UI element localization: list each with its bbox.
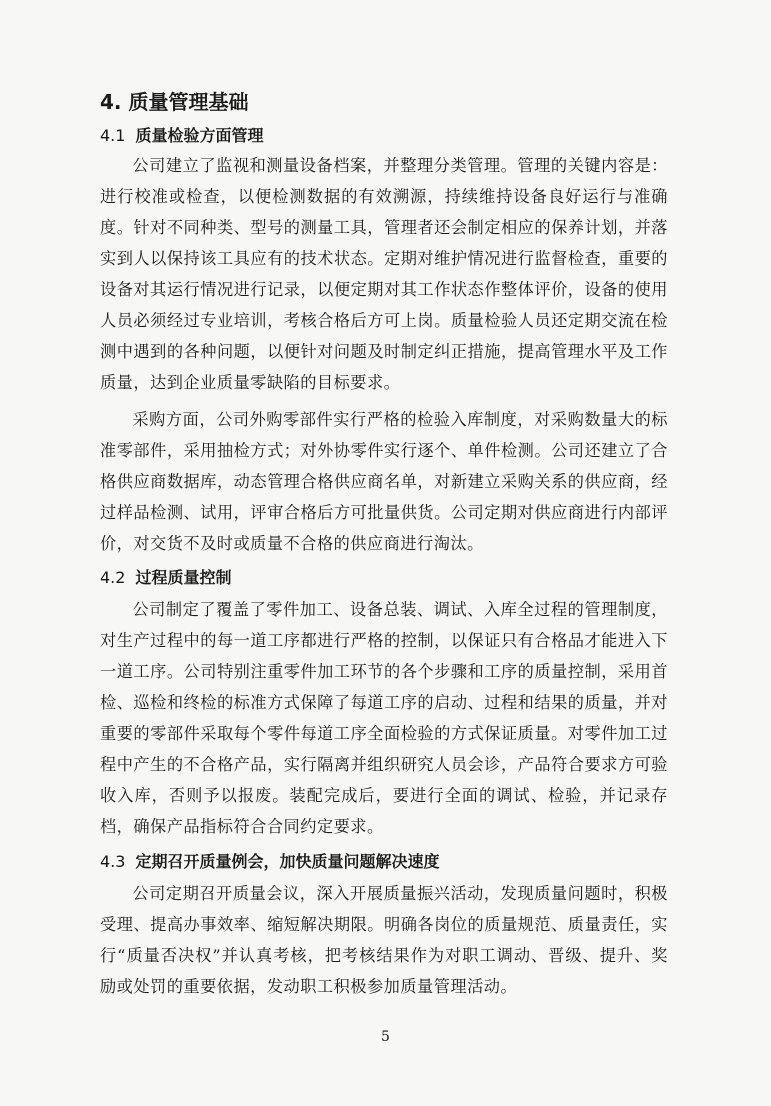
paragraph: 公司建立了监视和测量设备档案，并整理分类管理。管理的关键内容是：进行校准或检查，以便检测数据的有效溯源，持续维持设备良好运行与准确度。针对不同种类、型号的测量工具，管理者还会制定相应的保养计划，并落实到人以保持该工具应有的技术状态。定期对维护情况进行监督检查，重要的设备对其运行情况进行记录，以便定期对其工作状态作整体评价，设备的使用人员必须经过专业培训，考核合格后方可上岗。质量检验人员还定期交流在检测中遇到的各种问题，以便针对问题及时制定纠正措施，提高管理水平及工作质量，达到企业质量零缺陷的目标要求。 [100,156,668,392]
section-number: 4.2 [100,568,126,587]
section-number: 4.1 [100,126,126,145]
paragraph: 公司定期召开质量会议，深入开展质量振兴活动，发现质量问题时，积极受理、提高办事效率、缩短解决期限。明确各岗位的质量规范、质量责任，实行“质量否决权”并认真考核，把考核结果作为对职工调动、晋级、提升、奖励或处罚的重要依据，发动职工积极参加质量管理活动。 [100,884,668,996]
section-title: 过程质量控制 [135,568,232,587]
chapter-heading: 4. 质量管理基础 [100,90,249,114]
section-title: 质量检验方面管理 [135,126,264,145]
page-number: 5 [381,1029,390,1045]
section-heading-4-2 [100,566,231,590]
section-title: 定期召开质量例会，加快质量问题解决速度 [135,852,440,871]
section-heading-4-1 [100,124,263,148]
section-heading-4-3 [100,850,439,874]
paragraph: 公司制定了覆盖了零件加工、设备总装、调试、入库全过程的管理制度，对生产过程中的每一道工序都进行严格的控制，以保证只有合格品才能进入下一道工序。公司特别注重零件加工环节的各个步骤和工序的质量控制，采用首检、巡检和终检的标准方式保障了每道工序的启动、过程和结果的质量，并对重要的零部件采取每个零件每道工序全面检验的方式保证质量。对零件加工过程中产生的不合格产品，实行隔离并组织研究人员会诊，产品符合要求方可验收入库，否则予以报废。装配完成后，要进行全面的调试、检验，并记录存档，确保产品指标符合合同约定要求。 [100,600,668,836]
paragraph: 采购方面，公司外购零部件实行严格的检验入库制度，对采购数量大的标准零部件，采用抽检方式；对外协零件实行逐个、单件检测。公司还建立了合格供应商数据库，动态管理合格供应商名单，对新建立采购关系的供应商，经过样品检测、试用，评审合格后方可批量供货。公司定期对供应商进行内部评价，对交货不及时或质量不合格的供应商进行淘汰。 [100,410,668,553]
section-number: 4.3 [100,852,126,871]
